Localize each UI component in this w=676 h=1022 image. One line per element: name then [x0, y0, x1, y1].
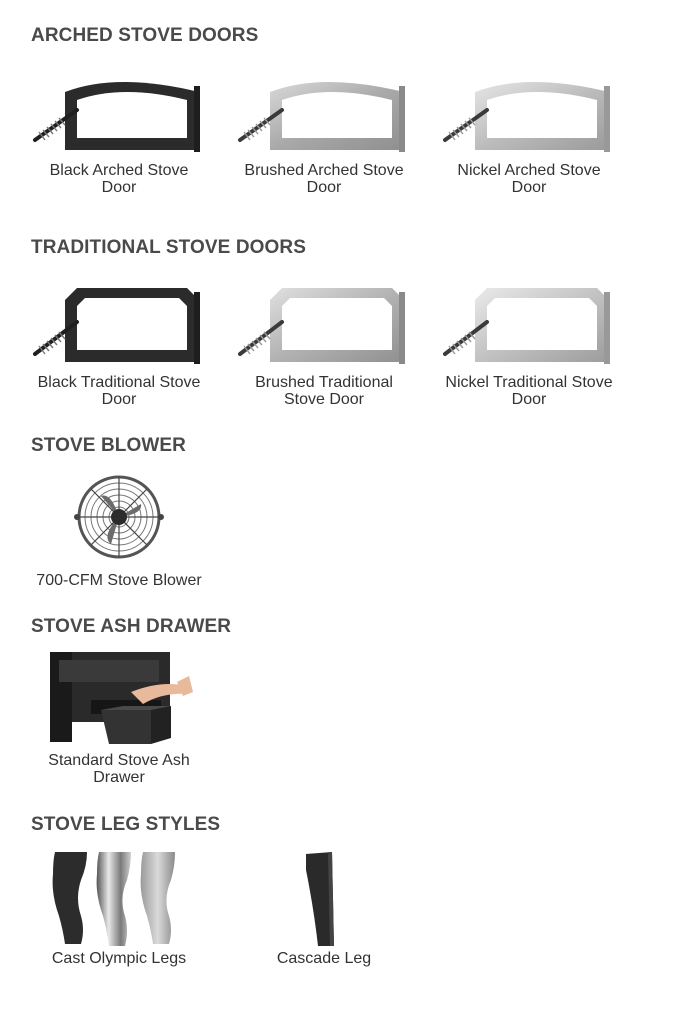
product-image [441, 282, 617, 368]
product-image [31, 70, 207, 156]
product-caption: Nickel Arched Stove Door [457, 162, 601, 196]
product-image [31, 652, 207, 748]
product-caption: Brushed Arched Stove Door [244, 162, 404, 196]
product-caption: Black Arched Stove Door [49, 162, 189, 196]
section-title: TRADITIONAL STOVE DOORS [31, 237, 307, 258]
product-caption: Brushed Traditional Stove Door [255, 374, 393, 408]
product-image [31, 282, 207, 368]
product-image [236, 850, 412, 948]
product-caption: 700-CFM Stove Blower [36, 572, 202, 589]
product-image [236, 282, 412, 368]
product-caption: Cast Olympic Legs [51, 950, 187, 967]
product-caption: Standard Stove Ash Drawer [48, 752, 190, 786]
product-caption: Cascade Leg [276, 950, 372, 967]
product-caption: Black Traditional Stove Door [37, 374, 201, 408]
product-caption: Nickel Traditional Stove Door [445, 374, 613, 408]
section-title: ARCHED STOVE DOORS [31, 25, 259, 46]
section-title: STOVE LEG STYLES [31, 814, 221, 835]
product-image [31, 474, 207, 564]
product-image [441, 70, 617, 156]
product-image [31, 850, 207, 948]
section-title: STOVE BLOWER [31, 435, 186, 456]
section-title: STOVE ASH DRAWER [31, 616, 232, 637]
product-image [236, 70, 412, 156]
